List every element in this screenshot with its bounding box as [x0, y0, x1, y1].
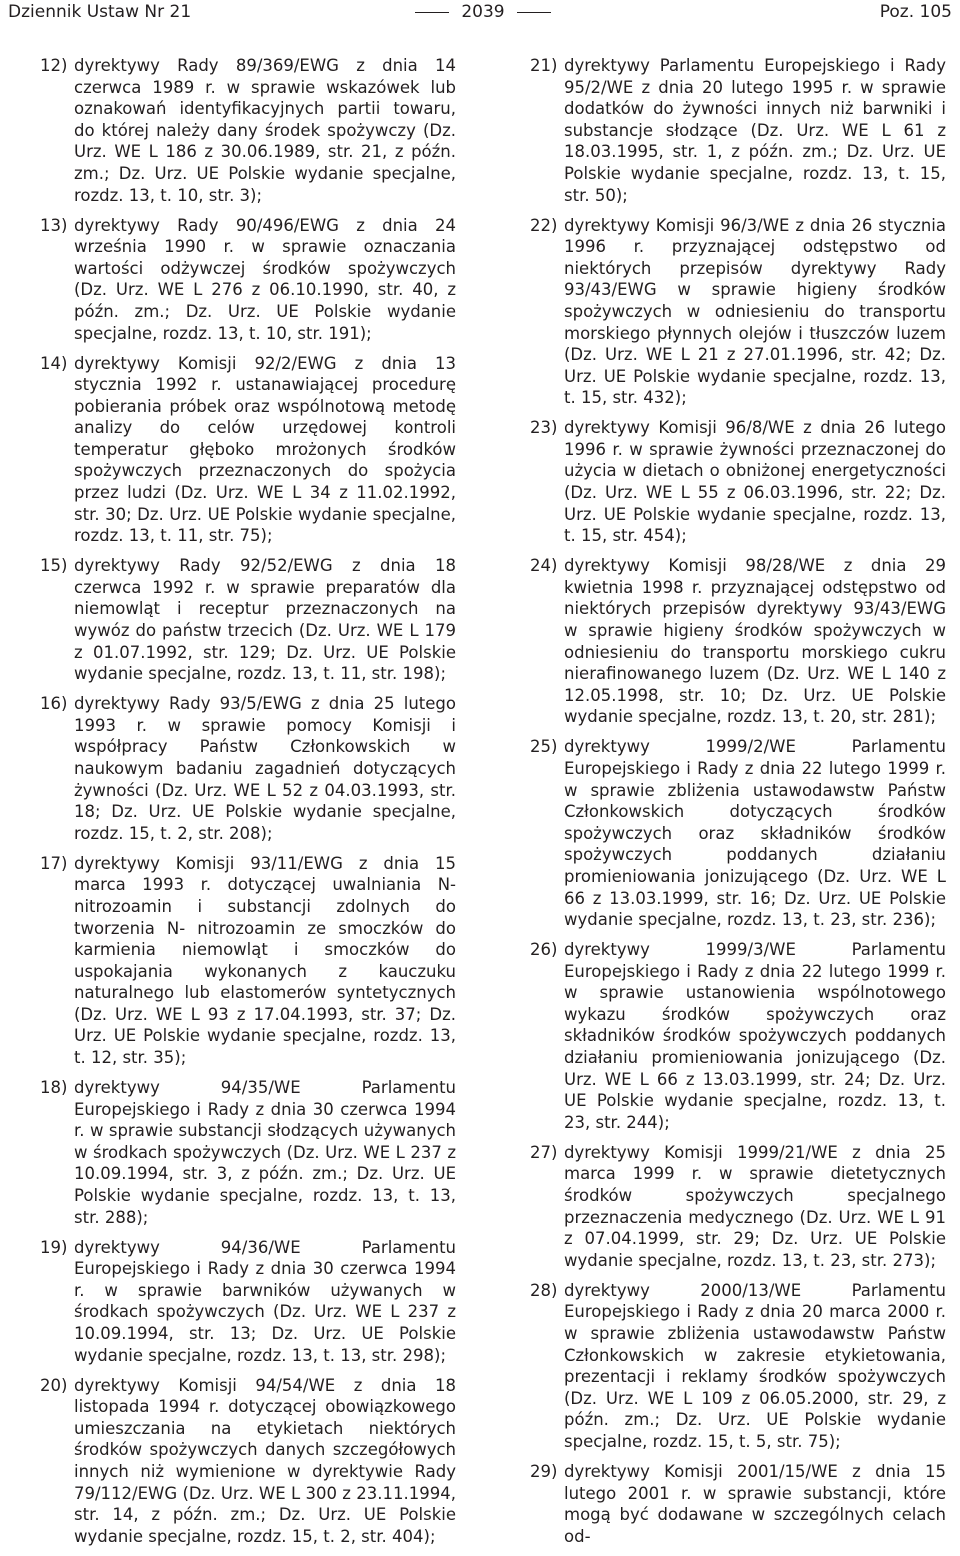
- item-number: 12): [40, 56, 68, 75]
- journal-title: Dziennik Ustaw Nr 21: [8, 2, 192, 22]
- item-number: 15): [40, 556, 68, 576]
- item-text: dyrektywy 1999/2/WE Parlamentu Europejskiego i Rady z dnia 22 lutego 1999 r. w sprawie zbliżenia ustawodawstw Państw Członkowskich dotyczących środków spożywczych oraz składników środków spożywczych poddanych działaniu promieniowania jonizującego (Dz. Urz. WE L 66 z 13.03.1999, str. 16; Dz. Urz. UE Polskie wydanie specjalne, rozdz. 13, t. 23, str. 236);: [564, 737, 946, 930]
- item-number: 16): [40, 694, 68, 714]
- list-item: [530, 1142, 946, 1272]
- dash-left: [415, 12, 449, 13]
- item-number: 17): [40, 853, 68, 873]
- list-item: [40, 1077, 456, 1228]
- item-number: 28): [530, 1280, 558, 1300]
- list-item: [530, 736, 946, 930]
- item-text: dyrektywy Rady 92/52/EWG z dnia 18 czerwca 1992 r. w sprawie preparatów dla niemowląt i receptur przeznaczonych na wywóz do państw trzecich (Dz. Urz. WE L 179 z 01.07.1992, str. 129; Dz. Urz. UE Polskie wydanie specjalne, rozdz. 13, t. 11, str. 198);: [74, 556, 456, 684]
- item-text: dyrektywy Komisji 96/8/WE z dnia 26 lutego 1996 r. w sprawie żywności przeznaczonej do użycia w dietach o obniżonej energetyczności (Dz. Urz. WE L 55 z 06.03.1996, str. 22; Dz. Urz. UE Polskie wydanie specjalne, rozdz. 13, t. 15, str. 454);: [564, 418, 946, 546]
- list-item: [530, 417, 946, 547]
- page-number-block: [408, 2, 558, 22]
- item-text: dyrektywy Rady 89/369/EWG z dnia 14 czerwca 1989 r. w sprawie wskazówek lub oznakowań identyfikacyjnych partii towaru, do której należy dany środek spożywczy (Dz. Urz. WE L 186 z 30.06.1989, str. 21, z późn. zm.; Dz. Urz. UE Polskie wydanie specjalne, rozdz. 13, t. 10, str. 3);: [74, 56, 456, 205]
- list-item: [40, 215, 456, 345]
- item-text: dyrektywy Komisji 1999/21/WE z dnia 25 marca 1999 r. w sprawie dietetycznych środków spożywczych specjalnego przeznaczenia medycznego (Dz. Urz. WE L 91 z 07.04.1999, str. 29; Dz. Urz. UE Polskie wydanie specjalne, rozdz. 13, t. 23, str. 273);: [564, 1142, 946, 1270]
- item-number: 13): [40, 215, 68, 235]
- item-number: 24): [530, 556, 558, 576]
- item-text: dyrektywy 94/35/WE Parlamentu Europejskiego i Rady z dnia 30 czerwca 1994 r. w sprawie substancji słodzących używanych w środkach spożywczych (Dz. Urz. WE L 237 z 10.09.1994, str. 3, z późn. zm.; Dz. Urz. UE Polskie wydanie specjalne, rozdz. 13, t. 13, str. 288);: [74, 1078, 456, 1227]
- item-text: dyrektywy Komisji 96/3/WE z dnia 26 stycznia 1996 r. przyznającej odstępstwo od niektórych przepisów dyrektywy Rady 93/43/EWG w sprawie higieny środków spożywczych w odniesieniu do transportu morskiego płynnych olejów i tłuszczów luzem (Dz. Urz. WE L 21 z 27.01.1996, str. 42; Dz. Urz. UE Polskie wydanie specjalne, rozdz. 13, t. 15, str. 432);: [564, 215, 946, 408]
- list-item: [530, 1461, 946, 1547]
- item-number: 19): [40, 1237, 68, 1257]
- item-number: 22): [530, 215, 558, 235]
- list-item: [530, 55, 946, 206]
- item-number: 26): [530, 940, 558, 960]
- list-item: [530, 1280, 946, 1453]
- item-number: 18): [40, 1078, 68, 1098]
- item-number: 29): [530, 1461, 558, 1481]
- item-text: dyrektywy Komisji 93/11/EWG z dnia 15 marca 1993 r. dotyczącej uwalniania N- nitrozoamin i substancji zdolnych do tworzenia N- nitrozoamin ze smoczków do karmienia niemowląt i smoczków do uspokajania wykonanych z kauczuku naturalnego lub elastomerów syntetycznych (Dz. Urz. WE L 93 z 17.04.1993, str. 37; Dz. Urz. UE Polskie wydanie specjalne, rozdz. 13, t. 12, str. 35);: [74, 853, 456, 1068]
- item-number: 14): [40, 353, 68, 373]
- item-text: dyrektywy Rady 90/496/EWG z dnia 24 września 1990 r. w sprawie oznaczania wartości odżywczej środków spożywczych (Dz. Urz. WE L 276 z 06.10.1990, str. 40, z późn. zm.; Dz. Urz. UE Polskie wydanie specjalne, rozdz. 13, t. 10, str. 191);: [74, 215, 456, 343]
- item-number: 20): [40, 1375, 68, 1395]
- item-text: dyrektywy Komisji 94/54/WE z dnia 18 listopada 1994 r. dotyczącej obowiązkowego umieszczania na etykietach niektórych środków spożywczych danych szczegółowych innych niż wymienione w dyrektywie Rady 79/112/EWG (Dz. Urz. WE L 300 z 23.11.1994, str. 14, z późn. zm.; Dz. Urz. UE Polskie wydanie specjalne, rozdz. 15, t. 2, str. 404);: [74, 1375, 456, 1546]
- item-number: 23): [530, 418, 558, 438]
- list-item: [40, 55, 456, 206]
- item-text: dyrektywy Parlamentu Europejskiego i Rady 95/2/WE z dnia 20 lutego 1995 r. w sprawie dodatków do żywności innych niż barwniki i substancje słodzące (Dz. Urz. WE L 61 z 18.03.1995, str. 1, z późn. zm.; Dz. Urz. UE Polskie wydanie specjalne, rozdz. 13, t. 15, str. 50);: [564, 56, 946, 205]
- list-item: [40, 853, 456, 1069]
- list-item: [530, 555, 946, 728]
- list-item: [40, 1375, 456, 1548]
- item-text: dyrektywy Rady 93/5/EWG z dnia 25 lutego 1993 r. w sprawie pomocy Komisji i współpracy Państw Członkowskich w naukowym badaniu zagadnień dotyczących żywności (Dz. Urz. WE L 52 z 04.03.1993, str. 18; Dz. Urz. UE Polskie wydanie specjalne, rozdz. 15, t. 2, str. 208);: [74, 694, 456, 843]
- dash-right: [517, 12, 551, 13]
- page-number: 2039: [461, 2, 505, 22]
- item-text: dyrektywy 94/36/WE Parlamentu Europejskiego i Rady z dnia 30 czerwca 1994 r. w sprawie barwników używanych w środkach spożywczych (Dz. Urz. WE L 237 z 10.09.1994, str. 13; Dz. Urz. UE Polskie wydanie specjalne, rozdz. 13, t. 13, str. 298);: [74, 1237, 456, 1365]
- position-label: Poz. 105: [879, 2, 952, 22]
- page-header: [0, 0, 960, 30]
- list-item: [40, 555, 456, 685]
- item-number: 25): [530, 737, 558, 757]
- item-number: 21): [530, 56, 558, 75]
- list-item: [40, 1237, 456, 1367]
- list-item: [530, 215, 946, 409]
- list-item: [40, 693, 456, 844]
- right-column: [530, 55, 946, 1556]
- item-number: 27): [530, 1142, 558, 1162]
- list-item: [530, 939, 946, 1133]
- item-text: dyrektywy 1999/3/WE Parlamentu Europejskiego i Rady z dnia 22 lutego 1999 r. w sprawie ustanowienia wspólnotowego wykazu środków spożywczych oraz składników środków spożywczych poddanych działaniu promieniowania jonizującego (Dz. Urz. WE L 66 z 13.03.1999, str. 24; Dz. Urz. UE Polskie wydanie specjalne, rozdz. 13, t. 23, str. 244);: [564, 940, 946, 1132]
- item-text: dyrektywy Komisji 92/2/EWG z dnia 13 stycznia 1992 r. ustanawiającej procedurę pobierania próbek oraz wspólnotową metodę analizy do celów urzędowej kontroli temperatur głęboko mrożonych środków spożywczych przeznaczonych do spożycia przez ludzi (Dz. Urz. WE L 34 z 11.02.1992, str. 30; Dz. Urz. UE Polskie wydanie specjalne, rozdz. 13, t. 11, str. 75);: [74, 353, 456, 546]
- item-text: dyrektywy 2000/13/WE Parlamentu Europejskiego i Rady z dnia 20 marca 2000 r. w sprawie zbliżenia ustawodawstw Państw Członkowskich w zakresie etykietowania, prezentacji i reklamy środków spożywczych (Dz. Urz. WE L 109 z 06.05.2000, str. 29, z późn. zm.; Dz. Urz. UE Polskie wydanie specjalne, rozdz. 15, t. 5, str. 75);: [564, 1280, 946, 1451]
- item-text: dyrektywy Komisji 2001/15/WE z dnia 15 lutego 2001 r. w sprawie substancji, które mogą być dodawane w szczególnych celach od-: [564, 1461, 946, 1546]
- list-item: [40, 353, 456, 547]
- item-text: dyrektywy Komisji 98/28/WE z dnia 29 kwietnia 1998 r. przyznającej odstępstwo od niektórych przepisów dyrektywy 93/43/EWG w sprawie higieny środków spożywczych w odniesieniu do transportu morskiego cukru nierafinowanego luzem (Dz. Urz. WE L 140 z 12.05.1998, str. 10; Dz. Urz. UE Polskie wydanie specjalne, rozdz. 13, t. 20, str. 281);: [564, 556, 946, 727]
- left-column: [40, 55, 456, 1556]
